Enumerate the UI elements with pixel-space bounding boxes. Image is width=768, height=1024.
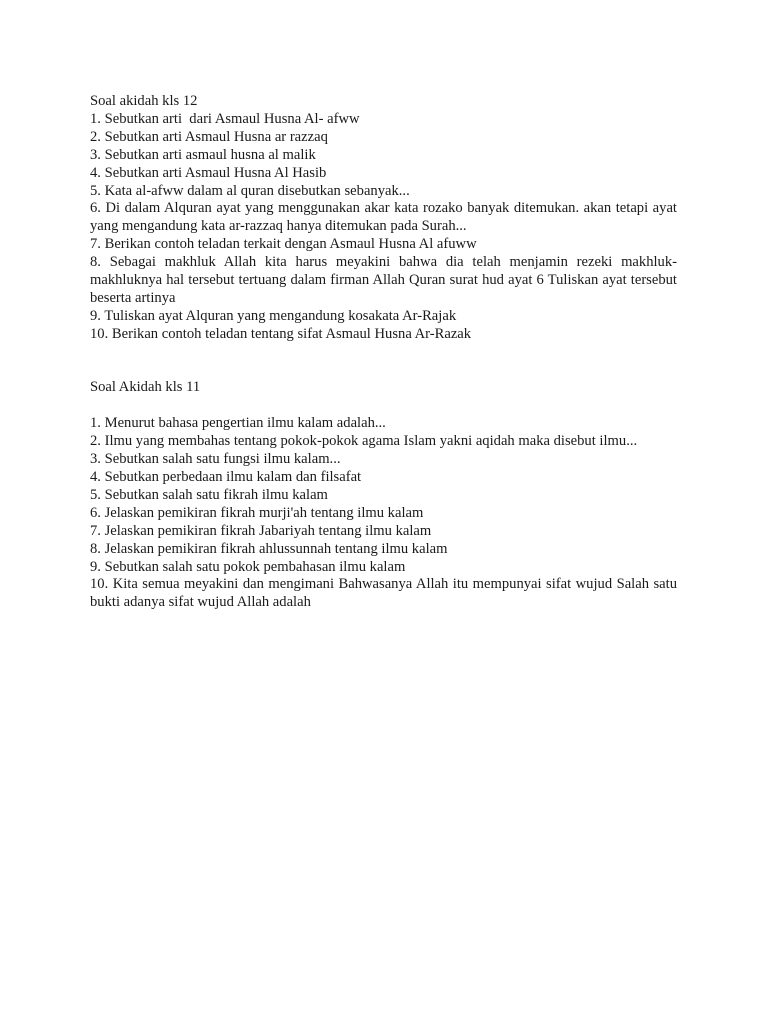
question-11-8: 8. Jelaskan pemikiran fikrah ahlussunnah tentang ilmu kalam [90,540,448,557]
question-11-4: 4. Sebutkan perbedaan ilmu kalam dan filsafat [90,469,362,485]
question-11-3: 3. Sebutkan salah satu fungsi ilmu kalam... [90,451,341,468]
question-12-4: 4. Sebutkan arti Asmaul Husna Al Hasib [90,164,327,181]
section-spacer [90,344,677,380]
question-12-8: 8. Sebagai makhluk Allah kita harus meyakini bahwa dia telah menjamin rezeki makhluk-makhluknya hal tersebut tertuang dalam firman Allah Quran surat hud ayat 6 Tuliskan ayat tersebut beserta artinya [90,254,681,306]
question-12-1: 1. Sebutkan arti dari Asmaul Husna Al- afww [90,110,360,127]
question-12-5: 5. Kata al-afww dalam al quran disebutkan sebanyak... [90,182,410,199]
question-11-1: 1. Menurut bahasa pengertian ilmu kalam adalah... [90,415,386,432]
title-spacer [90,397,677,415]
question-11-6: 6. Jelaskan pemikiran fikrah murji'ah tentang ilmu kalam [90,504,424,521]
question-12-9: 9. Tuliskan ayat Alquran yang mengandung kosakata Ar-Rajak [90,307,457,324]
question-11-2: 2. Ilmu yang membahas tentang pokok-pokok agama Islam yakni aqidah maka disebut ilmu... [90,433,638,450]
document-page [90,93,681,612]
section-11-title: Soal Akidah kls 11 [90,379,201,396]
question-12-3: 3. Sebutkan arti asmaul husna al malik [90,146,316,163]
question-11-5: 5. Sebutkan salah satu fikrah ilmu kalam [90,486,328,503]
question-11-10: 10. Kita semua meyakini dan mengimani Bahwasanya Allah itu mempunyai sifat wujud Salah satu bukti adanya sifat wujud Allah adalah [90,576,681,611]
question-12-2: 2. Sebutkan arti Asmaul Husna ar razzaq [90,128,328,145]
question-11-9: 9. Sebutkan salah satu pokok pembahasan ilmu kalam [90,558,406,575]
question-12-6: 6. Di dalam Alquran ayat yang menggunakan akar kata rozako banyak ditemukan. akan tetapi ayat yang mengandung kata ar-razzaq hanya ditemukan pada Surah... [90,200,681,235]
question-11-7: 7. Jelaskan pemikiran fikrah Jabariyah tentang ilmu kalam [90,522,432,539]
question-12-7: 7. Berikan contoh teladan terkait dengan Asmaul Husna Al afuww [90,236,477,253]
question-12-10: 10. Berikan contoh teladan tentang sifat Asmaul Husna Ar-Razak [90,325,472,342]
section-12-title: Soal akidah kls 12 [90,93,198,109]
